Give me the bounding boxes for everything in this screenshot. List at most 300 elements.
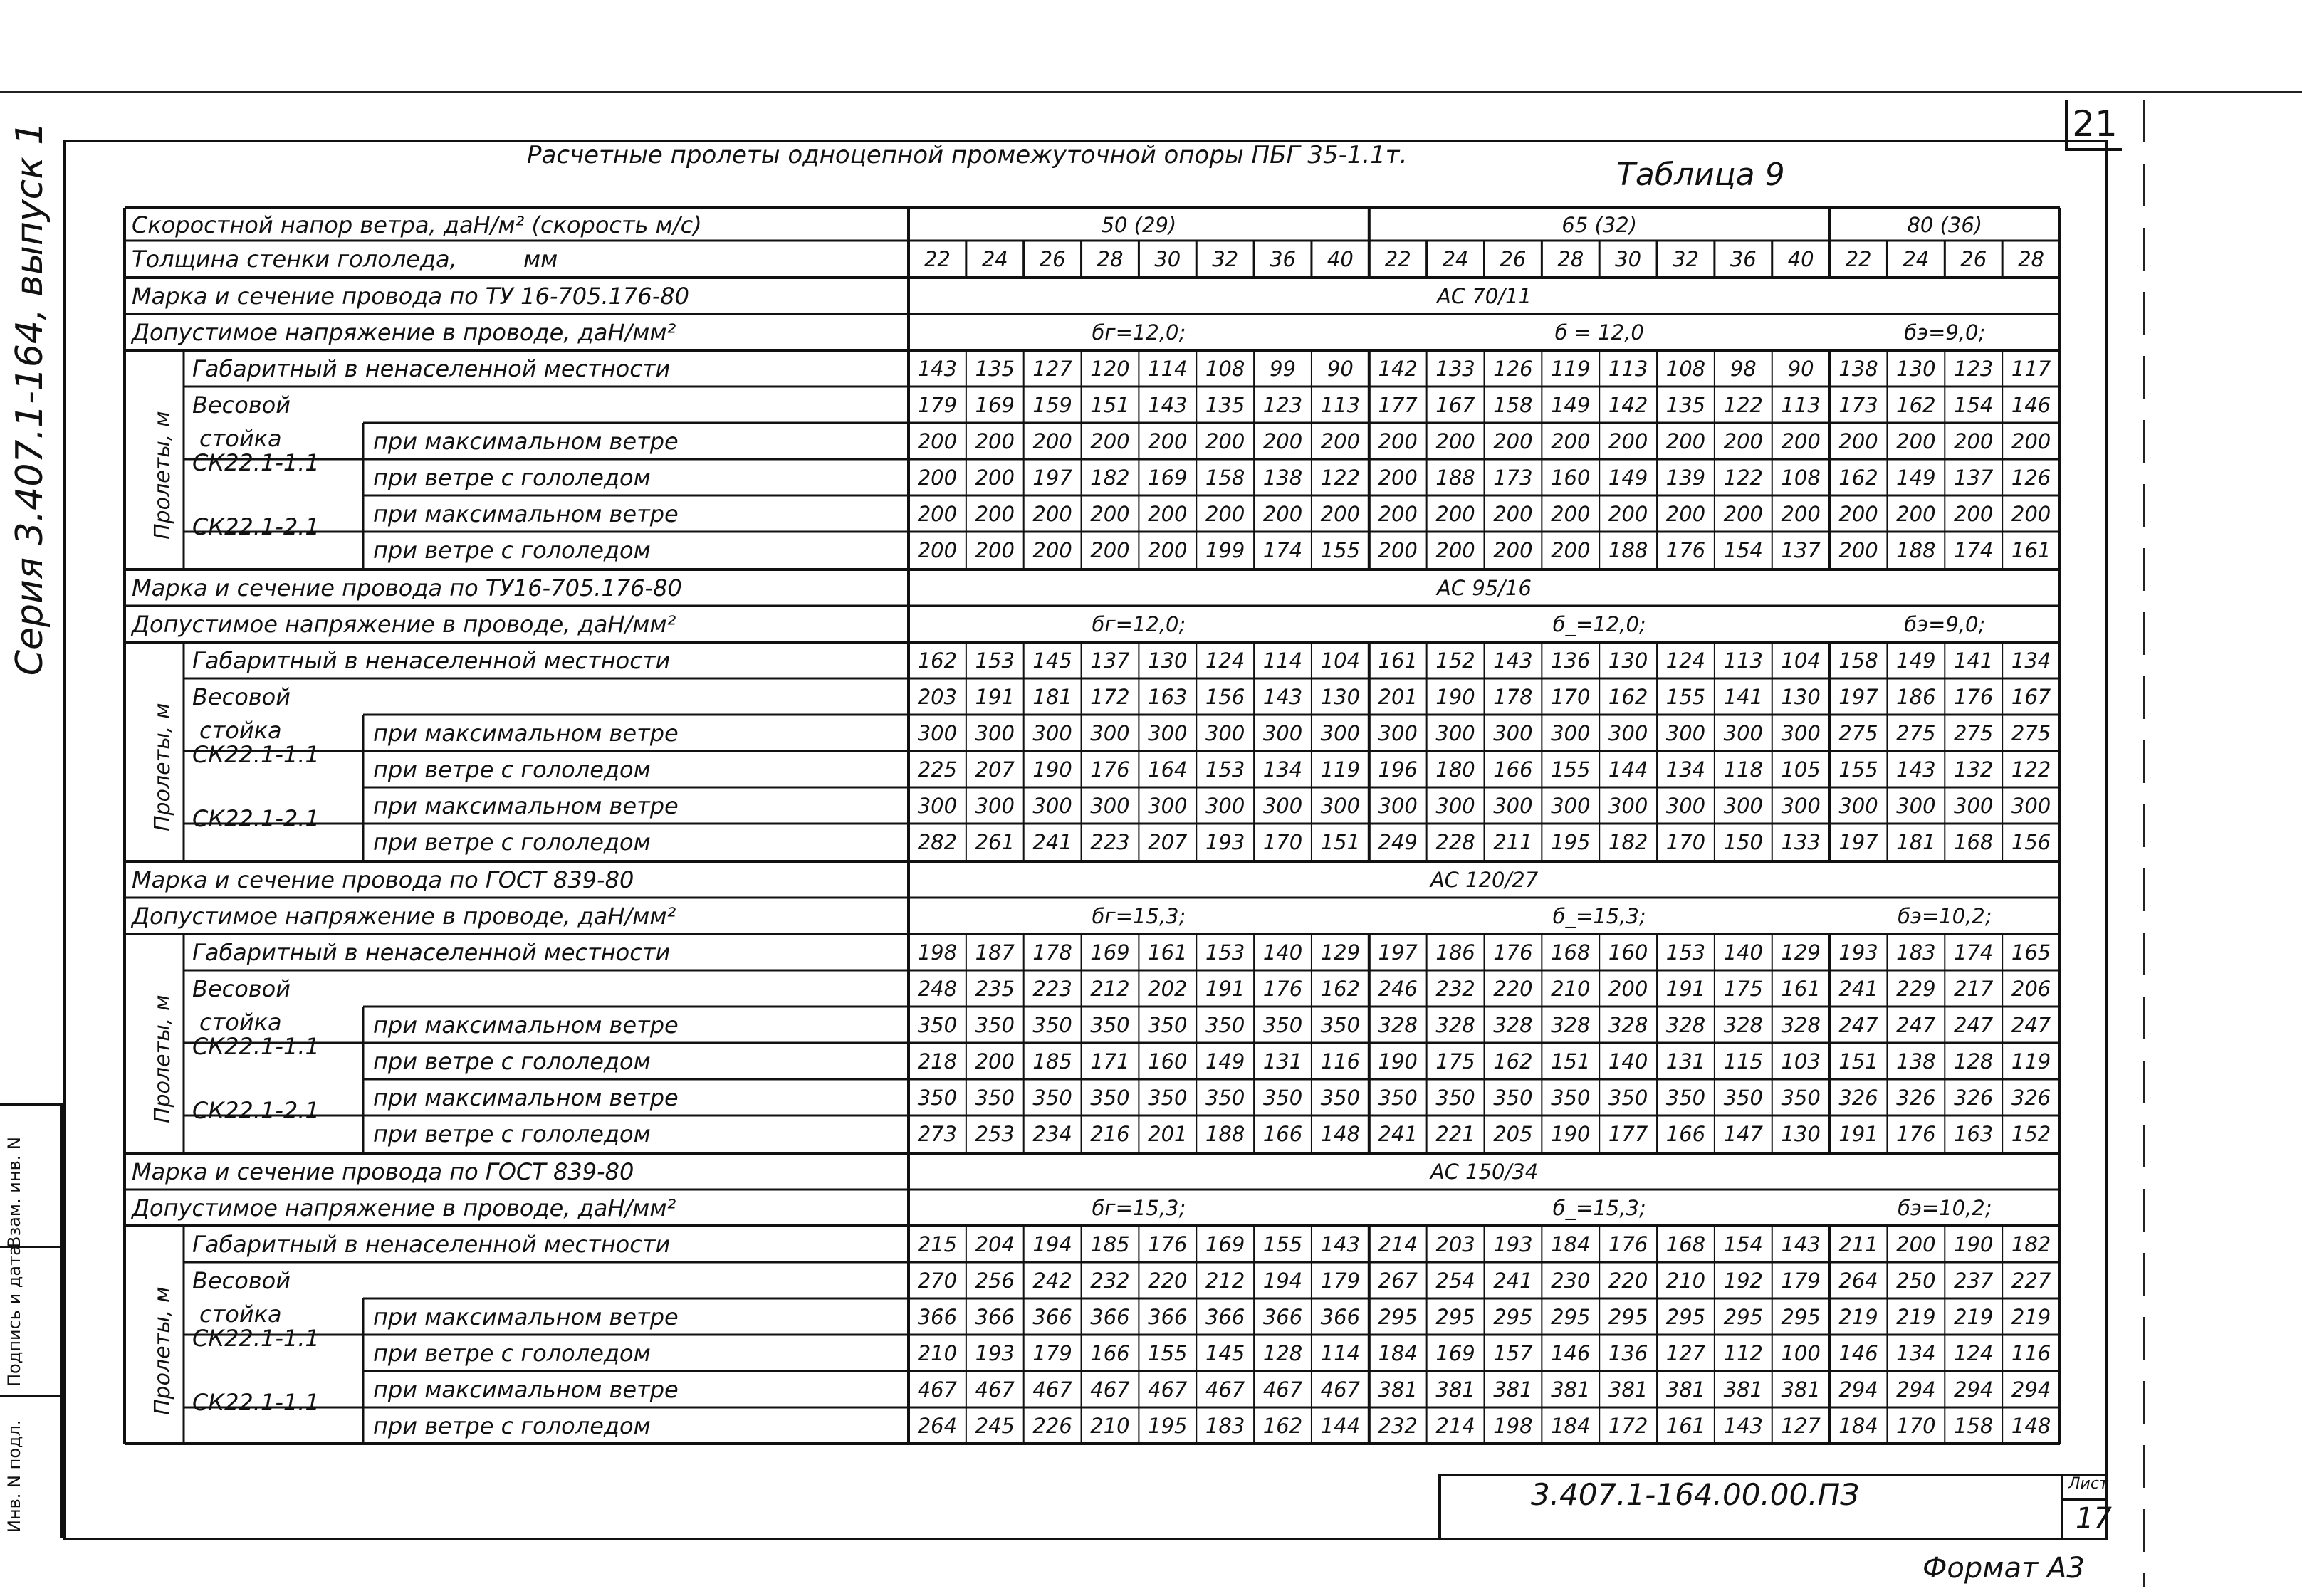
span-value-cell: 108: [1205, 357, 1245, 381]
span-value-cell: 294: [1838, 1377, 1878, 1402]
span-value-cell: 146: [1838, 1341, 1878, 1365]
span-value-cell: 350: [1205, 1013, 1245, 1037]
span-value-cell: 200: [1148, 429, 1188, 453]
span-value-cell: 135: [1205, 393, 1245, 417]
span-value-cell: 123: [1954, 357, 1994, 381]
span-value-cell: 170: [1262, 830, 1303, 854]
span-value-cell: 200: [1838, 538, 1878, 562]
span-value-cell: 190: [1551, 1122, 1591, 1146]
dop-value: бэ=10,2;: [1898, 1196, 1992, 1220]
span-value-cell: 270: [917, 1269, 958, 1293]
span-value-cell: 197: [1032, 466, 1072, 490]
span-value-cell: 161: [2011, 538, 2051, 562]
thickness-cell: 28: [2018, 247, 2045, 271]
span-value-cell: 229: [1896, 977, 1936, 1001]
span-value-cell: 168: [1551, 940, 1591, 965]
span-value-cell: 149: [1551, 393, 1591, 417]
span-value-cell: 176: [1148, 1232, 1188, 1256]
span-value-cell: 145: [1032, 649, 1072, 673]
span-value-cell: 200: [1896, 429, 1936, 453]
wind-pressure-label: Скоростной напор ветра, даН/м² (скорость м/с): [132, 211, 702, 238]
span-value-cell: 113: [1723, 649, 1763, 673]
span-value-cell: 192: [1723, 1269, 1763, 1293]
span-value-cell: 191: [1838, 1122, 1878, 1146]
stoyka-label: стойка: [199, 1301, 282, 1328]
span-value-cell: 328: [1665, 1013, 1706, 1037]
span-value-cell: 151: [1090, 393, 1130, 417]
span-value-cell: 168: [1954, 830, 1994, 854]
max-wind-label: при максимальном ветре: [373, 792, 679, 819]
max-wind-label: при максимальном ветре: [373, 720, 679, 747]
span-value-cell: 122: [2011, 757, 2051, 782]
span-value-cell: 250: [1896, 1269, 1936, 1293]
span-value-cell: 200: [975, 538, 1015, 562]
span-value-cell: 200: [917, 538, 958, 562]
support-2-label: СК22.1-1.1: [192, 1389, 320, 1416]
span-value-cell: 227: [2011, 1269, 2051, 1293]
span-value-cell: 115: [1723, 1049, 1763, 1073]
span-value-cell: 294: [1954, 1377, 1994, 1402]
thickness-cell: 36: [1730, 247, 1757, 271]
span-value-cell: 241: [1032, 830, 1072, 854]
ice-wind-label: при ветре с гололедом: [373, 464, 651, 491]
span-value-cell: 200: [1435, 502, 1475, 526]
span-value-cell: 164: [1148, 757, 1188, 782]
span-value-cell: 176: [1896, 1122, 1936, 1146]
span-value-cell: 201: [1148, 1122, 1188, 1146]
span-value-cell: 144: [1608, 757, 1648, 782]
span-value-cell: 176: [1090, 757, 1130, 782]
span-value-cell: 170: [1665, 830, 1706, 854]
span-value-cell: 328: [1378, 1013, 1418, 1037]
span-value-cell: 220: [1493, 977, 1533, 1001]
span-value-cell: 326: [2011, 1086, 2051, 1110]
span-value-cell: 161: [1378, 649, 1418, 673]
span-value-cell: 162: [1493, 1049, 1533, 1073]
thickness-cell: 40: [1787, 247, 1814, 271]
span-value-cell: 295: [1781, 1305, 1821, 1329]
span-value-cell: 140: [1262, 940, 1303, 965]
span-value-cell: 211: [1838, 1232, 1878, 1256]
ice-unit-label: мм: [523, 246, 558, 273]
span-value-cell: 122: [1320, 466, 1361, 490]
span-value-cell: 108: [1665, 357, 1706, 381]
span-value-cell: 366: [1205, 1305, 1245, 1329]
span-value-cell: 116: [1320, 1049, 1361, 1073]
span-value-cell: 203: [1435, 1232, 1475, 1256]
span-value-cell: 169: [1090, 940, 1130, 965]
span-value-cell: 193: [1493, 1232, 1533, 1256]
span-value-cell: 153: [975, 649, 1015, 673]
span-value-cell: 105: [1781, 757, 1821, 782]
span-value-cell: 200: [1148, 538, 1188, 562]
span-value-cell: 148: [2011, 1414, 2051, 1438]
span-value-cell: 300: [1838, 794, 1878, 818]
span-value-cell: 170: [1896, 1414, 1936, 1438]
span-value-cell: 155: [1665, 685, 1706, 709]
span-value-cell: 300: [1896, 794, 1936, 818]
span-value-cell: 175: [1723, 977, 1763, 1001]
span-value-cell: 326: [1838, 1086, 1878, 1110]
span-value-cell: 300: [1723, 721, 1763, 745]
span-value-cell: 294: [1896, 1377, 1936, 1402]
ice-wind-label: при ветре с гололедом: [373, 756, 651, 783]
span-value-cell: 176: [1493, 940, 1533, 965]
span-value-cell: 143: [1320, 1232, 1361, 1256]
span-value-cell: 328: [1723, 1013, 1763, 1037]
span-value-cell: 137: [1781, 538, 1821, 562]
span-value-cell: 153: [1205, 757, 1245, 782]
span-value-cell: 119: [2011, 1049, 2051, 1073]
span-value-cell: 135: [1665, 393, 1706, 417]
span-value-cell: 143: [1781, 1232, 1821, 1256]
span-value-cell: 467: [1148, 1377, 1188, 1402]
span-value-cell: 128: [1954, 1049, 1994, 1073]
span-value-cell: 190: [1032, 757, 1072, 782]
span-value-cell: 200: [1262, 502, 1303, 526]
span-value-cell: 247: [1954, 1013, 1994, 1037]
span-value-cell: 141: [1954, 649, 1994, 673]
span-value-cell: 204: [975, 1232, 1015, 1256]
span-value-cell: 230: [1551, 1269, 1591, 1293]
span-value-cell: 295: [1723, 1305, 1763, 1329]
span-value-cell: 295: [1493, 1305, 1533, 1329]
span-value-cell: 300: [1493, 794, 1533, 818]
stoyka-label: стойка: [199, 717, 282, 744]
max-wind-label: при максимальном ветре: [373, 1084, 679, 1111]
span-value-cell: 210: [1665, 1269, 1706, 1293]
span-value-cell: 161: [1665, 1414, 1706, 1438]
span-value-cell: 176: [1954, 685, 1994, 709]
span-value-cell: 151: [1551, 1049, 1591, 1073]
marka-label: Марка и сечение провода по ТУ 16-705.176-80: [132, 283, 689, 310]
dop-value: б_=15,3;: [1552, 1196, 1646, 1220]
span-value-cell: 215: [917, 1232, 958, 1256]
dop-value: б_=15,3;: [1552, 904, 1646, 928]
span-value-cell: 300: [1262, 721, 1303, 745]
sheet-number: 17: [2076, 1502, 2112, 1535]
span-value-cell: 220: [1608, 1269, 1648, 1293]
span-value-cell: 350: [1148, 1013, 1188, 1037]
span-value-cell: 350: [1320, 1013, 1361, 1037]
marka-value: АС 150/34: [1430, 1160, 1539, 1184]
span-value-cell: 200: [975, 466, 1015, 490]
span-value-cell: 152: [1435, 649, 1475, 673]
span-value-cell: 131: [1262, 1049, 1303, 1073]
thickness-cell: 40: [1327, 247, 1354, 271]
span-value-cell: 166: [1493, 757, 1533, 782]
span-value-cell: 267: [1378, 1269, 1418, 1293]
span-value-cell: 467: [1032, 1377, 1072, 1402]
span-value-cell: 118: [1723, 757, 1763, 782]
span-value-cell: 210: [917, 1341, 958, 1365]
span-value-cell: 300: [1723, 794, 1763, 818]
span-value-cell: 197: [1838, 830, 1878, 854]
span-value-cell: 350: [1435, 1086, 1475, 1110]
span-value-cell: 381: [1551, 1377, 1591, 1402]
span-value-cell: 275: [2011, 721, 2051, 745]
span-value-cell: 143: [917, 357, 958, 381]
span-value-cell: 234: [1032, 1122, 1072, 1146]
span-value-cell: 134: [2011, 649, 2051, 673]
span-value-cell: 113: [1608, 357, 1648, 381]
stamp-label-inv: Инв. N подл.: [4, 1419, 24, 1533]
thickness-cell: 30: [1615, 247, 1642, 271]
span-value-cell: 183: [1896, 940, 1936, 965]
span-value-cell: 300: [1781, 721, 1821, 745]
span-value-cell: 350: [1032, 1086, 1072, 1110]
span-value-cell: 124: [1665, 649, 1706, 673]
span-value-cell: 300: [975, 794, 1015, 818]
span-value-cell: 350: [1551, 1086, 1591, 1110]
span-value-cell: 200: [1665, 502, 1706, 526]
span-value-cell: 199: [1205, 538, 1245, 562]
span-value-cell: 156: [1205, 685, 1245, 709]
wind-group-header: 50 (29): [1101, 213, 1177, 237]
span-value-cell: 226: [1032, 1414, 1072, 1438]
span-value-cell: 175: [1435, 1049, 1475, 1073]
dop-value: бэ=9,0;: [1904, 612, 1986, 636]
span-value-cell: 114: [1320, 1341, 1361, 1365]
span-value-cell: 275: [1838, 721, 1878, 745]
span-value-cell: 138: [1262, 466, 1303, 490]
span-value-cell: 366: [1090, 1305, 1130, 1329]
span-value-cell: 467: [1320, 1377, 1361, 1402]
span-value-cell: 202: [1148, 977, 1188, 1001]
span-value-cell: 300: [1320, 721, 1361, 745]
support-2-label: СК22.1-2.1: [192, 513, 320, 540]
span-value-cell: 149: [1896, 466, 1936, 490]
span-value-cell: 200: [1090, 502, 1130, 526]
span-value-cell: 165: [2011, 940, 2051, 965]
span-value-cell: 366: [1148, 1305, 1188, 1329]
span-value-cell: 129: [1320, 940, 1361, 965]
support-1-label: СК22.1-1.1: [192, 449, 320, 476]
span-value-cell: 200: [1320, 429, 1361, 453]
thickness-cell: 36: [1270, 247, 1296, 271]
span-value-cell: 300: [1551, 794, 1591, 818]
span-value-cell: 136: [1551, 649, 1591, 673]
span-value-cell: 170: [1551, 685, 1591, 709]
span-value-cell: 261: [975, 830, 1015, 854]
span-value-cell: 162: [1838, 466, 1878, 490]
span-value-cell: 241: [1378, 1122, 1418, 1146]
span-value-cell: 193: [1838, 940, 1878, 965]
span-value-cell: 163: [1954, 1122, 1994, 1146]
span-value-cell: 241: [1838, 977, 1878, 1001]
span-value-cell: 256: [975, 1269, 1015, 1293]
span-value-cell: 188: [1608, 538, 1648, 562]
span-value-cell: 253: [975, 1122, 1015, 1146]
gabarit-label: Габаритный в ненаселенной местности: [192, 939, 671, 966]
span-value-cell: 300: [1090, 794, 1130, 818]
span-value-cell: 328: [1551, 1013, 1591, 1037]
span-value-cell: 162: [1608, 685, 1648, 709]
ice-wind-label: при ветре с гололедом: [373, 829, 651, 856]
span-value-cell: 179: [1781, 1269, 1821, 1293]
span-value-cell: 149: [1608, 466, 1648, 490]
span-value-cell: 223: [1032, 977, 1072, 1001]
span-value-cell: 350: [917, 1086, 958, 1110]
span-value-cell: 200: [1608, 429, 1648, 453]
span-value-cell: 154: [1723, 1232, 1763, 1256]
span-value-cell: 122: [1723, 393, 1763, 417]
span-value-cell: 210: [1090, 1414, 1130, 1438]
span-value-cell: 182: [2011, 1232, 2051, 1256]
span-value-cell: 133: [1435, 357, 1475, 381]
vesovoy-label: Весовой: [192, 1267, 291, 1294]
span-value-cell: 155: [1838, 757, 1878, 782]
span-value-cell: 200: [1205, 502, 1245, 526]
marka-value: АС 95/16: [1437, 576, 1532, 600]
span-value-cell: 381: [1493, 1377, 1533, 1402]
span-value-cell: 203: [917, 685, 958, 709]
table-title: Расчетные пролеты одноцепной промежуточной опоры ПБГ 35-1.1т.: [527, 141, 1408, 169]
span-value-cell: 114: [1148, 357, 1188, 381]
span-value-cell: 127: [1665, 1341, 1706, 1365]
span-value-cell: 166: [1262, 1122, 1303, 1146]
span-value-cell: 134: [1896, 1341, 1936, 1365]
span-value-cell: 350: [1148, 1086, 1188, 1110]
span-value-cell: 381: [1723, 1377, 1763, 1402]
span-value-cell: 366: [1320, 1305, 1361, 1329]
span-value-cell: 350: [1378, 1086, 1418, 1110]
span-value-cell: 174: [1954, 940, 1994, 965]
span-value-cell: 207: [975, 757, 1015, 782]
span-value-cell: 184: [1378, 1341, 1418, 1365]
format-label: Формат А3: [1922, 1552, 2085, 1585]
span-value-cell: 162: [917, 649, 958, 673]
wind-group-header: 65 (32): [1561, 213, 1638, 237]
span-value-cell: 295: [1435, 1305, 1475, 1329]
span-value-cell: 172: [1090, 685, 1130, 709]
span-value-cell: 295: [1378, 1305, 1418, 1329]
span-value-cell: 153: [1665, 940, 1706, 965]
thickness-cell: 24: [1442, 247, 1469, 271]
sheet-label: Лист: [2068, 1475, 2108, 1493]
span-value-cell: 300: [1551, 721, 1591, 745]
span-value-cell: 183: [1205, 1414, 1245, 1438]
span-value-cell: 350: [1090, 1086, 1130, 1110]
span-value-cell: 126: [1493, 357, 1533, 381]
span-value-cell: 158: [1493, 393, 1533, 417]
span-value-cell: 200: [1205, 429, 1245, 453]
span-value-cell: 128: [1262, 1341, 1303, 1365]
marka-label: Марка и сечение провода по ГОСТ 839-80: [132, 1158, 634, 1185]
span-value-cell: 174: [1954, 538, 1994, 562]
span-value-cell: 326: [1896, 1086, 1936, 1110]
span-value-cell: 328: [1781, 1013, 1821, 1037]
span-value-cell: 134: [1665, 757, 1706, 782]
span-value-cell: 186: [1435, 940, 1475, 965]
thickness-cell: 26: [1039, 247, 1066, 271]
span-value-cell: 153: [1205, 940, 1245, 965]
max-wind-label: при максимальном ветре: [373, 1376, 679, 1403]
span-value-cell: 150: [1723, 830, 1763, 854]
support-1-label: СК22.1-1.1: [192, 741, 320, 768]
span-value-cell: 154: [1954, 393, 1994, 417]
stamp-label-sign: Подпись и дата: [4, 1245, 24, 1387]
span-value-cell: 200: [1378, 502, 1418, 526]
thickness-cell: 22: [924, 247, 951, 271]
span-value-cell: 159: [1032, 393, 1072, 417]
span-value-cell: 157: [1493, 1341, 1533, 1365]
span-value-cell: 200: [1896, 502, 1936, 526]
span-value-cell: 143: [1723, 1414, 1763, 1438]
span-value-cell: 161: [1148, 940, 1188, 965]
span-value-cell: 151: [1320, 830, 1361, 854]
span-value-cell: 108: [1781, 466, 1821, 490]
span-value-cell: 195: [1148, 1414, 1188, 1438]
span-value-cell: 181: [1896, 830, 1936, 854]
span-value-cell: 219: [1954, 1305, 1994, 1329]
span-value-cell: 174: [1262, 538, 1303, 562]
span-value-cell: 98: [1730, 357, 1757, 381]
span-value-cell: 350: [1608, 1086, 1648, 1110]
span-value-cell: 162: [1896, 393, 1936, 417]
span-value-cell: 143: [1896, 757, 1936, 782]
span-value-cell: 130: [1148, 649, 1188, 673]
span-value-cell: 300: [1205, 794, 1245, 818]
span-value-cell: 248: [917, 977, 958, 1001]
span-value-cell: 90: [1327, 357, 1354, 381]
span-value-cell: 142: [1608, 393, 1648, 417]
ice-wind-label: при ветре с гололедом: [373, 1048, 651, 1075]
span-value-cell: 241: [1493, 1269, 1533, 1293]
span-value-cell: 200: [1435, 538, 1475, 562]
span-value-cell: 141: [1723, 685, 1763, 709]
span-value-cell: 381: [1781, 1377, 1821, 1402]
span-value-cell: 300: [1032, 721, 1072, 745]
span-value-cell: 100: [1781, 1341, 1821, 1365]
span-value-cell: 249: [1378, 830, 1418, 854]
span-value-cell: 169: [1435, 1341, 1475, 1365]
span-value-cell: 138: [1896, 1049, 1936, 1073]
span-value-cell: 196: [1378, 757, 1418, 782]
span-value-cell: 275: [1954, 721, 1994, 745]
span-value-cell: 200: [1665, 429, 1706, 453]
span-value-cell: 191: [1665, 977, 1706, 1001]
span-value-cell: 200: [917, 429, 958, 453]
span-value-cell: 242: [1032, 1269, 1072, 1293]
span-value-cell: 216: [1090, 1122, 1130, 1146]
dop-value: бэ=9,0;: [1904, 320, 1986, 345]
span-value-cell: 144: [1320, 1414, 1361, 1438]
span-value-cell: 181: [1032, 685, 1072, 709]
span-value-cell: 146: [2011, 393, 2051, 417]
sheet-divider: [2061, 1498, 2108, 1501]
span-value-cell: 145: [1205, 1341, 1245, 1365]
span-value-cell: 245: [975, 1414, 1015, 1438]
thickness-cell: 26: [1500, 247, 1527, 271]
span-value-cell: 188: [1205, 1122, 1245, 1146]
thickness-cell: 24: [981, 247, 1008, 271]
span-value-cell: 176: [1665, 538, 1706, 562]
span-value-cell: 198: [917, 940, 958, 965]
span-value-cell: 160: [1608, 940, 1648, 965]
page-number: 21: [2065, 100, 2122, 151]
span-value-cell: 122: [1723, 466, 1763, 490]
span-value-cell: 191: [975, 685, 1015, 709]
table-label: Таблица 9: [1616, 157, 1785, 193]
span-value-cell: 178: [1493, 685, 1533, 709]
span-value-cell: 200: [917, 502, 958, 526]
span-value-cell: 134: [1262, 757, 1303, 782]
span-value-cell: 182: [1090, 466, 1130, 490]
span-value-cell: 326: [1954, 1086, 1994, 1110]
span-value-cell: 200: [1378, 429, 1418, 453]
span-value-cell: 149: [1205, 1049, 1245, 1073]
